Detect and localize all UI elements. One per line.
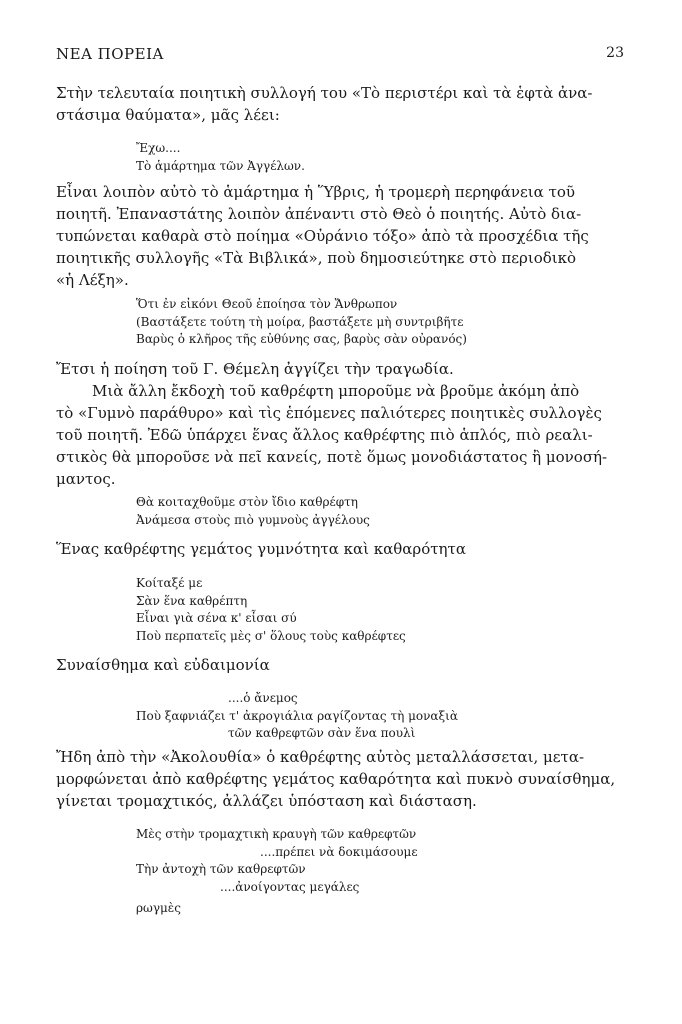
verse-line: τῶν καθρεφτῶν σὰν ἕνα πουλὶ — [228, 726, 416, 740]
paragraph-3 — [56, 358, 628, 490]
verse-line: (Βαστάξετε τούτη τὴ μοίρα, βαστάξετε μὴ συντριβῆτε — [136, 314, 464, 329]
verse-quote-6 — [136, 826, 418, 918]
paragraph-1 — [56, 82, 628, 126]
paragraph-6 — [56, 746, 628, 812]
text-line: μορφώνεται ἀπὸ καθρέφτης γεμάτος καθαρότητα καὶ πυκνὸ συναίσθημα, — [56, 770, 616, 788]
paragraph-4 — [56, 538, 628, 560]
paragraph-2 — [56, 181, 628, 291]
verse-line: Κοίταξέ με — [136, 576, 203, 590]
verse-line: Τὸ ἁμάρτημα τῶν Ἀγγέλων. — [136, 158, 305, 173]
text-line: Ἔτσι ἡ ποίηση τοῦ Γ. Θέμελη ἀγγίζει τὴν τραγωδία. — [56, 360, 454, 378]
verse-line: Ὅτι ἐν εἰκόνι Θεοῦ ἐποίησα τὸν Ἄνθρωπον — [136, 297, 398, 311]
text-line: ποιητῆ. Ἐπαναστάτης λοιπὸν ἀπέναντι στὸ Θεὸ ὁ ποιητής. Αὐτὸ δια- — [56, 205, 582, 223]
verse-line: Ἀνάμεσα στοὺς πιὸ γυμνοὺς ἀγγέλους — [136, 512, 370, 527]
text-line: στικὸς θὰ μποροῦσε νὰ πεῖ κανείς, ποτὲ ὅμως μονοδιάστατος ἢ μονοσή- — [56, 448, 608, 466]
verse-line: Μὲς στὴν τρομαχτικὴ κραυγὴ τῶν καθρεφτῶν — [136, 827, 417, 841]
verse-line: ....πρέπει νὰ δοκιμάσουμε — [260, 844, 418, 859]
verse-quote-4 — [136, 575, 406, 645]
verse-line: Ποὺ ξαφνιάζει τ' ἀκρογιάλια ραγίζοντας τὴ μοναξιὰ — [136, 708, 458, 723]
text-line: «ἡ Λέξη». — [56, 271, 129, 289]
verse-quote-3 — [136, 494, 370, 529]
verse-line: ....ἀνοίγοντας μεγάλες — [220, 879, 360, 894]
verse-line: Τὴν ἀντοχὴ τῶν καθρεφτῶν — [136, 862, 306, 876]
verse-line: Εἶναι γιὰ σένα κ' εἶσαι σύ — [136, 611, 297, 625]
text-line: Ἕνας καθρέφτης γεμάτος γυμνότητα καὶ καθαρότητα — [56, 540, 466, 558]
text-line: Ἤδη ἀπὸ τὴν «Ἀκολουθία» ὁ καθρέφτης αὐτὸς μεταλλάσσεται, μετα- — [56, 748, 585, 766]
running-header — [56, 45, 624, 65]
text-line: τὸ «Γυμνὸ παράθυρο» καὶ τὶς ἑπόμενες παλιότερες ποιητικὲς συλλογὲς — [56, 404, 602, 422]
text-line: Εἶναι λοιπὸν αὐτὸ τὸ ἁμάρτημα ἡ Ὕβρις, ἡ τρομερὴ περηφάνεια τοῦ — [56, 183, 576, 201]
text-line: Συναίσθημα καὶ εὐδαιμονία — [56, 656, 270, 674]
verse-line: Ποὺ περπατεῖς μὲς σ' ὅλους τοὺς καθρέφτες — [136, 628, 406, 643]
verse-line: Θὰ κοιταχθοῦμε στὸν ἴδιο καθρέφτη — [136, 495, 358, 509]
verse-line: ρωγμὲς — [136, 901, 181, 915]
page-number: 23 — [606, 45, 624, 61]
text-line: τυπώνεται καθαρὰ στὸ ποίημα «Οὐράνιο τόξο» ἀπὸ τὰ προσχέδια τῆς — [56, 227, 589, 245]
text-line: τοῦ ποιητῆ. Ἐδῶ ὑπάρχει ἕνας ἄλλος καθρέφτης πιὸ ἁπλός, πιὸ ρεαλι- — [56, 426, 593, 444]
text-line: Στὴν τελευταία ποιητικὴ συλλογή του «Τὸ περιστέρι καὶ τὰ ἑφτὰ ἀνα- — [56, 84, 593, 102]
verse-quote-1 — [136, 140, 305, 175]
verse-line: Βαρὺς ὁ κλῆρος τῆς εὐθύνης σας, βαρὺς σὰν οὐρανός) — [136, 332, 467, 346]
text-line: ποιητικῆς συλλογῆς «Τὰ Βιβλικά», ποὺ δημοσιεύτηκε στὸ περιοδικὸ — [56, 249, 577, 267]
verse-quote-5 — [136, 690, 458, 743]
verse-line: Ἔχω.... — [136, 141, 181, 155]
verse-line: ....ὁ ἄνεμος — [228, 691, 298, 705]
text-line: στάσιμα θαύματα», μᾶς λέει: — [56, 106, 280, 124]
verse-quote-2 — [136, 296, 467, 349]
journal-title: ΝΕΑ ΠΟΡΕΙΑ — [56, 45, 164, 63]
verse-line: Σὰν ἕνα καθρέπτη — [136, 593, 248, 608]
paragraph-5 — [56, 654, 628, 676]
text-line: Μιὰ ἄλλη ἔκδοχὴ τοῦ καθρέφτη μποροῦμε νὰ βροῦμε ἀκόμη ἀπὸ — [92, 382, 580, 400]
text-line: μαντος. — [56, 470, 116, 488]
text-line: γίνεται τρομαχτικός, ἀλλάζει ὑπόσταση καὶ διάσταση. — [56, 792, 477, 810]
